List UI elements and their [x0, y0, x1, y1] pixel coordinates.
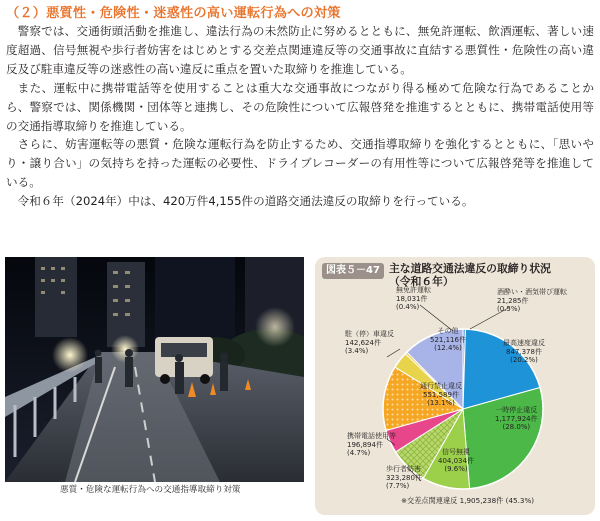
label-percent: (12.4%) [434, 344, 462, 352]
label-other [430, 327, 466, 353]
label-speeding [503, 339, 545, 365]
label-phone [347, 432, 396, 458]
label-name: 信号無視 [441, 448, 470, 456]
label-count: 21,285件 [497, 296, 529, 305]
label-percent: (20.2%) [510, 356, 538, 364]
label-count: 404,034件 [438, 456, 474, 465]
label-name: 無免許運転 [396, 286, 431, 294]
label-no-license [396, 286, 431, 312]
label-name: 歩行者妨害 [386, 465, 421, 473]
paragraph: 警察では、交通街頭活動を推進し、違法行為の未然防止に努めるとともに、無免許運転、飲酒運転、著しい速度超過、信号無視や歩行者妨害をはじめとする交差点関連違反等の交通事故に直結する悪質性・危険性の高い違反及び駐車違反等の迷惑性の高い違反に重点を置いた取締りを推進している。 [6, 24, 594, 76]
label-count: 323,280件 [386, 473, 422, 482]
label-count: 551,589件 [423, 390, 459, 399]
paragraph: また、運転中に携帯電話等を使用することは重大な交通事故につながり得る極めて危険な行為であることから、警察では、関係機関・団体等と連携し、その危険性について広報啓発を推進するとともに、携帯電話使用等の交通指導取締りを推進している。 [6, 80, 594, 133]
label-count: 196,894件 [347, 440, 383, 449]
label-percent: (3.4%) [345, 347, 369, 355]
label-percent: (0.4%) [396, 303, 420, 311]
figure-number: 図表５－47 [322, 263, 384, 279]
label-percent: (4.7%) [347, 449, 371, 457]
label-name: 酒酔い・酒気帯び運転 [497, 288, 567, 296]
label-drunk [497, 288, 567, 314]
label-count: 847,378件 [506, 347, 542, 356]
label-name: その他 [437, 327, 459, 335]
section-heading: （２）悪質性・危険性・迷惑性の高い運転行為への対策 [6, 6, 341, 21]
label-count: 1,177,924件 [495, 414, 538, 423]
label-percent: (7.7%) [386, 482, 410, 490]
paragraph: 令和６年（2024年）中は、420万件4,155件の道路交通法違反の取締りを行っている。 [17, 194, 474, 209]
label-percent: (0.5%) [497, 305, 521, 313]
label-count: 18,031件 [396, 294, 428, 303]
label-name: 一時停止違反 [495, 406, 538, 414]
paragraph: さらに、妨害運転等の悪質・危険な運転行為を防止するため、交通指導取締りを強化するとともに、「思いやり・譲り合い」の気持ちを持った運転の必要性、ドライブレコーダーの有用性等について広報啓発等を推進している。 [6, 137, 594, 190]
body-text [6, 22, 594, 211]
label-intersection-group [401, 497, 534, 506]
label-stop [495, 406, 538, 432]
label-percent: (9.6%) [444, 465, 468, 473]
label-name: 通行禁止違反 [420, 382, 462, 390]
label-count: 521,116件 [430, 335, 466, 344]
label-parking [345, 330, 394, 356]
label-percent: (13.1%) [427, 399, 455, 407]
label-name: 最高速度違反 [503, 339, 545, 347]
group-annotation: ※交差点関連違反 1,905,238件 (45.3%) [401, 496, 535, 505]
label-count: 142,624件 [345, 338, 381, 347]
figure-title-line2: （令和６年） [389, 275, 454, 288]
label-pedestrian [386, 465, 422, 491]
figure-title-line1: 主な道路交通法違反の取締り状況 [389, 262, 551, 275]
label-prohibited-passage [420, 382, 462, 408]
label-name: 携帯電話使用等 [347, 432, 396, 440]
photo-caption: 悪質・危険な運転行為への交通指導取締り対策 [60, 485, 241, 495]
enforcement-photo [5, 257, 304, 482]
label-percent: (28.0%) [502, 423, 531, 431]
photo-illustration [5, 257, 304, 482]
label-signal [438, 448, 474, 474]
label-name: 駐（停）車違反 [345, 330, 394, 338]
